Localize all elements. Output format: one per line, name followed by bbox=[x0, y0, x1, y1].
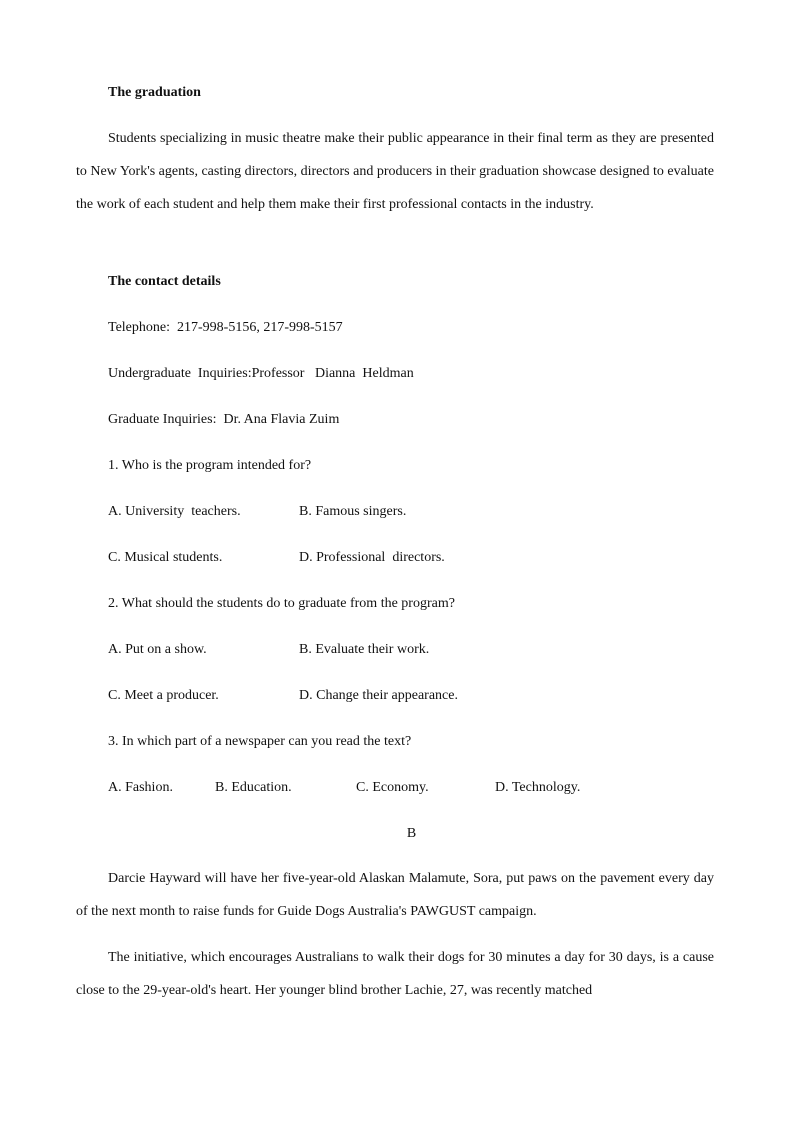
question-3-option-d: D. Technology. bbox=[495, 780, 581, 795]
graduation-heading: The graduation bbox=[108, 85, 201, 100]
section-b-paragraph-2: The initiative, which encourages Australians to walk their dogs for 30 minutes a day for 30 days, is a cause close to the 29-year-old's heart. Her younger blind brother Lachie, 27, was recently matched bbox=[76, 950, 714, 998]
question-1-option-d: D. Professional directors. bbox=[299, 550, 445, 565]
graduation-paragraph: Students specializing in music theatre make their public appearance in their final term as they are presented to New York's agents, casting directors, directors and producers in their graduation showcase designed to evaluate the work of each student and help them make their first professional contacts in the industry. bbox=[76, 131, 714, 212]
telephone-line: Telephone: 217-998-5156, 217-998-5157 bbox=[108, 320, 343, 335]
section-b-label: B bbox=[406, 826, 417, 841]
question-3-option-b: B. Education. bbox=[215, 780, 292, 795]
section-b-paragraph-1: Darcie Hayward will have her five-year-old Alaskan Malamute, Sora, put paws on the pavement every day of the next month to raise funds for Guide Dogs Australia's PAWGUST campaign. bbox=[76, 871, 714, 919]
question-2-option-a: A. Put on a show. bbox=[108, 642, 207, 657]
undergraduate-inquiries-line: Undergraduate Inquiries:Professor Dianna Heldman bbox=[108, 366, 414, 381]
question-3-option-c: C. Economy. bbox=[356, 780, 429, 795]
question-2-stem: 2. What should the students do to graduate from the program? bbox=[108, 596, 455, 611]
question-1-option-a: A. University teachers. bbox=[108, 504, 241, 519]
question-2-option-b: B. Evaluate their work. bbox=[299, 642, 430, 657]
question-1-stem: 1. Who is the program intended for? bbox=[108, 458, 312, 473]
question-3-stem: 3. In which part of a newspaper can you read the text? bbox=[108, 734, 412, 749]
contact-heading: The contact details bbox=[108, 274, 221, 289]
question-2-option-d: D. Change their appearance. bbox=[299, 688, 458, 703]
question-2-option-c: C. Meet a producer. bbox=[108, 688, 219, 703]
graduate-inquiries-line: Graduate Inquiries: Dr. Ana Flavia Zuim bbox=[108, 412, 340, 427]
question-1-option-c: C. Musical students. bbox=[108, 550, 223, 565]
question-1-option-b: B. Famous singers. bbox=[299, 504, 407, 519]
question-3-option-a: A. Fashion. bbox=[108, 780, 173, 795]
